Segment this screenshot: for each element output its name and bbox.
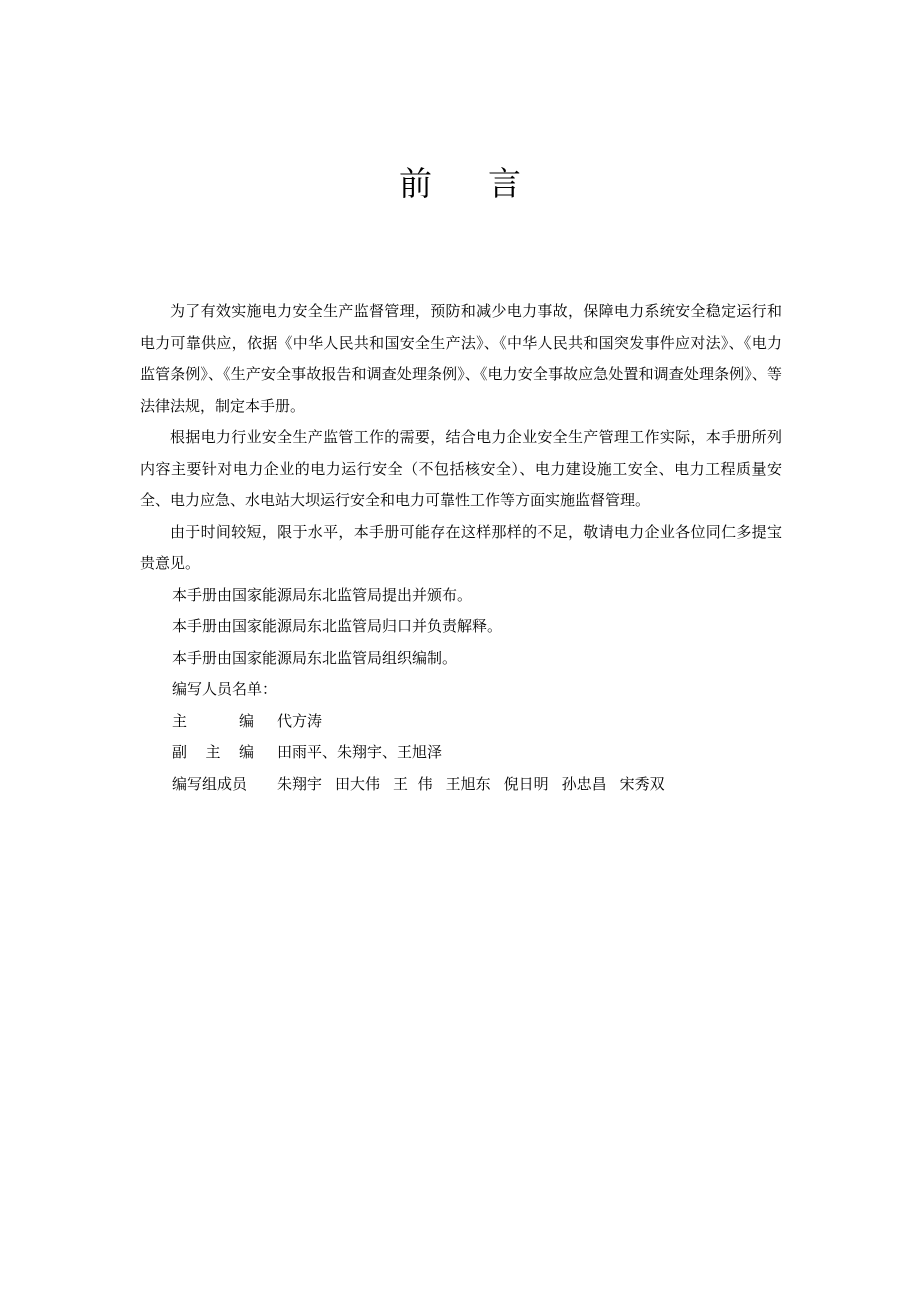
deputy-editor-role-char-3: 编 (238, 743, 254, 761)
deputy-editor-role (172, 737, 277, 769)
paragraph-feedback: 由于时间较短，限于水平，本手册可能存在这样那样的不足，敬请电力企业各位同仁多提宝贵意见。 (140, 522, 782, 572)
title-char-1: 前 (399, 164, 432, 203)
chief-editor-role-char-1: 主 (172, 711, 188, 730)
chief-editor-role (172, 706, 277, 738)
deputy-editor-names: 田雨平、朱翔宇、王旭泽 (277, 743, 443, 761)
page-title (0, 160, 920, 208)
statement-issued: 本手册由国家能源局东北监管局提出并颁布。 (172, 585, 473, 604)
paragraph-purpose: 为了有效实施电力安全生产监督管理，预防和减少电力事故，保障电力系统安全稳定运行和电力可靠供应，依据《中华人民共和国安全生产法》、《中华人民共和国突发事件应对法》、《电力监管条例》、《生产安全事故报告和调查处理条例》、《电力安全事故应急处置和调查处理条例》、等法律法规，制定本手册。 (140, 302, 782, 415)
title-char-2: 言 (488, 164, 521, 203)
preface-body (140, 296, 782, 800)
deputy-editor-row (140, 737, 782, 769)
members-names (277, 769, 678, 801)
statement-compiled: 本手册由国家能源局东北监管局组织编制。 (172, 648, 458, 667)
chief-editor-role-chars (172, 706, 254, 738)
member-name: 孙忠昌 (561, 774, 607, 793)
paragraph-scope: 根据电力行业安全生产监管工作的需要，结合电力企业安全生产管理工作实际，本手册所列内容主要针对电力企业的电力运行安全（不包括核安全）、电力建设施工安全、电力工程质量安全、电力应急、水电站大坝运行安全和电力可靠性工作等方面实施监督管理。 (140, 428, 782, 509)
statement-interpretation: 本手册由国家能源局东北监管局归口并负责解释。 (172, 617, 503, 635)
member-name: 王旭东 (445, 774, 491, 793)
member-name: 王 伟 (393, 774, 433, 793)
chief-editor-row (140, 706, 782, 738)
member-name: 倪日明 (503, 774, 549, 793)
member-name: 田大伟 (335, 774, 381, 793)
members-role: 编写组成员 (172, 774, 248, 793)
member-name: 宋秀双 (619, 774, 665, 793)
deputy-editor-role-char-2: 主 (205, 743, 221, 761)
chief-editor-names: 代方涛 (277, 711, 323, 730)
staff-list-title: 编写人员名单： (172, 680, 278, 698)
deputy-editor-role-char-1: 副 (172, 743, 188, 761)
member-name: 朱翔宇 (277, 774, 323, 793)
chief-editor-role-char-2: 编 (238, 711, 254, 730)
members-row (140, 769, 782, 801)
deputy-editor-role-chars (172, 737, 254, 769)
